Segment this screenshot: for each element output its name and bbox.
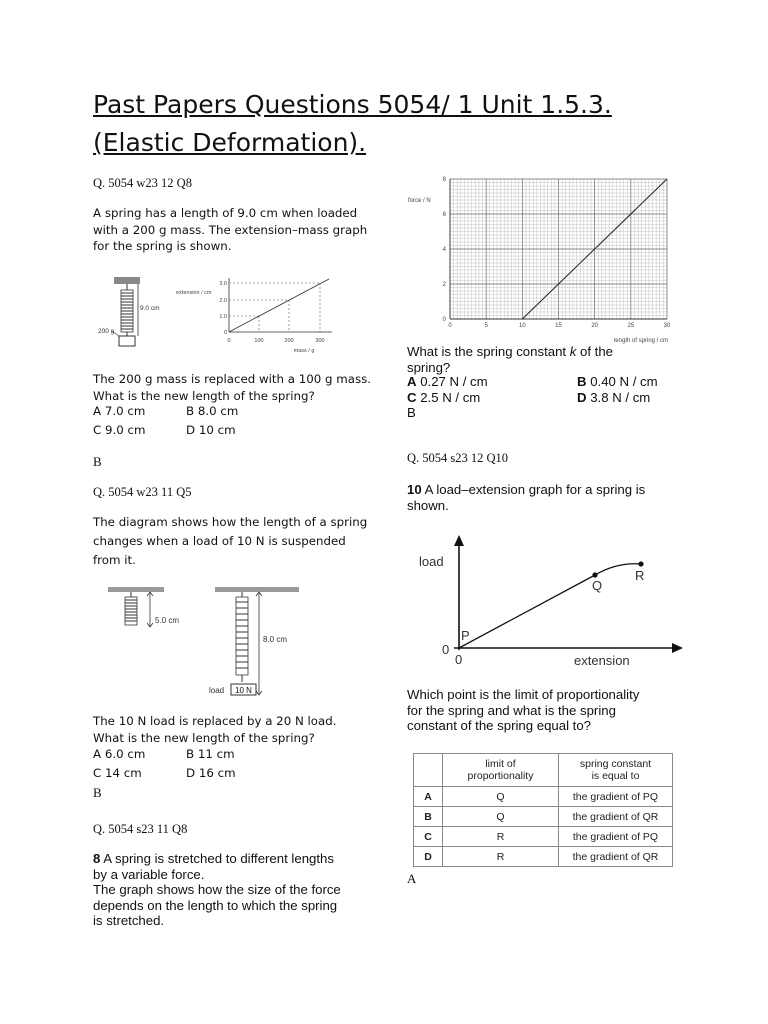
- q1-reference: Q. 5054 w23 12 Q8: [93, 176, 192, 190]
- table-row: [414, 807, 673, 827]
- q4-point-q: [592, 572, 597, 577]
- q4-header-text: spring constant: [579, 758, 652, 770]
- title-line-1: Past Papers Questions 5054/ 1 Unit 1.5.3.: [93, 90, 612, 119]
- q4-x-zero-label: 0: [455, 652, 463, 667]
- q4-graph-curve: [459, 564, 641, 648]
- q1-option: A 7.0 cm: [93, 404, 146, 418]
- q4-row-sc: the gradient of QR: [559, 807, 673, 827]
- q2-option: A 6.0 cm: [93, 747, 146, 761]
- q1-intro-line: for the spring is shown.: [93, 239, 232, 253]
- q2-answer: B: [93, 785, 102, 800]
- q4-row-lp: R: [443, 827, 559, 847]
- q2-question-line: The 10 N load is replaced by a 20 N load.: [93, 714, 337, 728]
- q2-intro-line: changes when a load of 10 N is suspended: [93, 534, 346, 548]
- q3-option-value: 3.8 N / cm: [586, 389, 651, 405]
- q1-intro-line: with a 200 g mass. The extension–mass graph: [93, 222, 368, 237]
- q1-question-line: What is the new length of the spring?: [93, 388, 315, 403]
- q3-option-d: [577, 390, 650, 405]
- q3-x-tick: 30: [663, 323, 671, 329]
- q3-option-b: [577, 374, 658, 389]
- q4-question-line: for the spring and what is the spring: [407, 702, 616, 718]
- q2-intro-line: from it.: [93, 553, 136, 567]
- q1-question-line: The 200 g mass is replaced with a 100 g mass.: [93, 372, 371, 386]
- q3-graph-grid: [450, 179, 667, 319]
- q2-question: [93, 713, 393, 746]
- q1-spring-length-label: 9.0 cm: [140, 305, 160, 312]
- q4-answer: A: [407, 871, 417, 886]
- q1-options: [93, 402, 353, 440]
- q1-y-tick: 0: [223, 330, 227, 336]
- q2-load-word: load: [209, 686, 225, 695]
- q3-text-line: depends on the length to which the spring: [93, 897, 338, 913]
- q4-row-lp: R: [443, 847, 559, 867]
- q2-reference: Q. 5054 w23 11 Q5: [93, 485, 192, 499]
- q3-reference: Q. 5054 s23 11 Q8: [93, 822, 188, 836]
- q4-table-header-lp: [443, 754, 559, 787]
- q4-header-text: limit of: [485, 758, 516, 770]
- q1-spring: [121, 290, 133, 332]
- q3-option-key: C: [407, 389, 417, 405]
- q4-header-text: proportionality: [467, 770, 534, 782]
- q3-y-axis-label: force / N: [408, 198, 431, 204]
- q3-options: [407, 374, 707, 421]
- q2-question-line: What is the new length of the spring?: [93, 730, 315, 745]
- q3-x-tick: 10: [518, 323, 526, 329]
- q4-point-q-label: Q: [592, 578, 603, 593]
- q1-question: [93, 371, 393, 404]
- q1-ceiling: [114, 277, 140, 284]
- q4-intro-line: A load–extension graph for a spring is: [421, 482, 646, 497]
- q2-options: [93, 745, 353, 783]
- q3-option-c: [407, 390, 577, 406]
- page-title: [93, 86, 653, 162]
- q3-option-a: [407, 374, 577, 390]
- q3-y-tick: 8: [442, 177, 446, 183]
- q2-ceiling-1: [108, 587, 164, 592]
- q4-row-sc: the gradient of PQ: [559, 827, 673, 847]
- q4-intro-line: shown.: [407, 497, 449, 513]
- title-line-2: (Elastic Deformation).: [93, 128, 367, 157]
- q3-question-text: What is the spring constant: [407, 344, 570, 359]
- q1-y-tick: 1.0: [219, 314, 227, 320]
- q3-y-tick: 6: [442, 212, 446, 218]
- q4-row-lp: Q: [443, 787, 559, 807]
- q1-option: B 8.0 cm: [186, 404, 239, 418]
- q1-graph-line: [229, 279, 329, 332]
- q2-option: B 11 cm: [186, 747, 235, 761]
- q4-number: 10: [407, 482, 422, 497]
- q1-x-tick: 100: [254, 338, 264, 344]
- q1-mass-label: 200 g: [98, 328, 115, 335]
- q2-spring-2: [236, 597, 248, 675]
- q3-question-text: spring?: [407, 359, 451, 375]
- q4-table-header-key: [414, 754, 443, 787]
- table-row: [414, 847, 673, 867]
- q4-load-graph: [412, 532, 692, 672]
- q3-option-value: 0.27 N / cm: [416, 374, 488, 389]
- q3-text-line: A spring is stretched to different lengths: [100, 851, 334, 866]
- q1-y-axis-label: extension / cm: [176, 290, 212, 296]
- q4-row-key: D: [414, 847, 443, 867]
- q2-spring-1: [125, 597, 137, 625]
- q3-x-tick: 25: [627, 323, 635, 329]
- q3-option-key: B: [577, 374, 587, 389]
- q4-row-lp: Q: [443, 807, 559, 827]
- q4-row-sc: the gradient of QR: [559, 847, 673, 867]
- q3-question-k: k: [569, 344, 577, 359]
- q4-point-p-label: P: [461, 628, 470, 643]
- q4-row-key: B: [414, 807, 443, 827]
- q3-y-tick: 0: [442, 317, 446, 323]
- q3-option-value: 2.5 N / cm: [416, 389, 481, 405]
- table-row: [414, 827, 673, 847]
- q2-length-1-label: 5.0 cm: [155, 616, 180, 625]
- table-row: [414, 787, 673, 807]
- q4-table-header: [414, 754, 673, 787]
- q3-number: 8: [93, 851, 101, 866]
- q4-question-line: Which point is the limit of proportionality: [407, 687, 640, 702]
- q4-question: [407, 687, 707, 734]
- q3-question: [407, 344, 687, 375]
- q4-reference: Q. 5054 s23 12 Q10: [407, 451, 509, 465]
- q2-length-2-label: 8.0 cm: [263, 635, 288, 644]
- q1-y-tick: 3.0: [219, 281, 227, 287]
- q4-question-line: constant of the spring equal to?: [407, 718, 592, 733]
- q2-ceiling-2: [215, 587, 299, 592]
- q3-y-tick: 2: [442, 282, 446, 288]
- q3-y-tick: 4: [442, 247, 446, 253]
- q3-x-tick: 0: [448, 323, 452, 329]
- q1-y-tick: 2.0: [219, 298, 227, 304]
- q1-intro: [93, 205, 393, 255]
- q3-text-line: by a variable force.: [93, 866, 205, 882]
- q1-mass-block: [119, 336, 135, 346]
- q3-option-key: A: [407, 374, 417, 389]
- q3-x-tick: 15: [555, 323, 562, 329]
- q4-row-key: A: [414, 787, 443, 807]
- q1-intro-line: A spring has a length of 9.0 cm when loaded: [93, 206, 358, 220]
- q4-header-text: is equal to: [591, 770, 640, 782]
- q1-x-tick: 300: [315, 338, 325, 344]
- q4-x-axis-label: extension: [574, 653, 630, 668]
- q3-x-tick: 20: [591, 323, 599, 329]
- q3-option-value: 0.40 N / cm: [586, 374, 658, 389]
- q1-x-axis-label: mass / g: [293, 348, 315, 354]
- q4-origin-label: 0: [442, 642, 450, 657]
- q4-options-table: [413, 753, 673, 867]
- q2-intro: [93, 513, 393, 570]
- q2-option: C 14 cm: [93, 766, 142, 780]
- q2-load-value: 10 N: [235, 686, 252, 695]
- q1-figure: [92, 270, 342, 365]
- q3-x-axis-label: length of spring / cm: [613, 338, 668, 344]
- q1-option: C 9.0 cm: [93, 423, 146, 437]
- q4-y-axis-label: load: [419, 554, 444, 569]
- q4-intro: [407, 482, 697, 513]
- q3-text-line: The graph shows how the size of the force: [93, 882, 341, 897]
- q3-question-text: of the: [576, 344, 613, 359]
- q3-x-tick: 5: [484, 323, 488, 329]
- q3-text-line: is stretched.: [93, 913, 165, 928]
- q2-intro-line: The diagram shows how the length of a spring: [93, 515, 368, 529]
- q4-point-r-label: R: [635, 568, 645, 583]
- q3-force-graph: [404, 172, 694, 350]
- q1-x-tick: 0: [227, 338, 231, 344]
- q4-point-r: [638, 561, 643, 566]
- q4-table-header-sc: [559, 754, 673, 787]
- q4-row-key: C: [414, 827, 443, 847]
- q1-graph: [176, 278, 332, 354]
- q1-x-tick: 200: [284, 338, 294, 344]
- q3-answer: B: [407, 405, 416, 420]
- q4-row-sc: the gradient of PQ: [559, 787, 673, 807]
- q3-option-key: D: [577, 389, 587, 405]
- q1-option: D 10 cm: [186, 423, 236, 437]
- q2-option: D 16 cm: [186, 766, 236, 780]
- q2-figure: [105, 585, 305, 700]
- q3-text: [93, 851, 393, 929]
- q1-answer: B: [93, 454, 102, 469]
